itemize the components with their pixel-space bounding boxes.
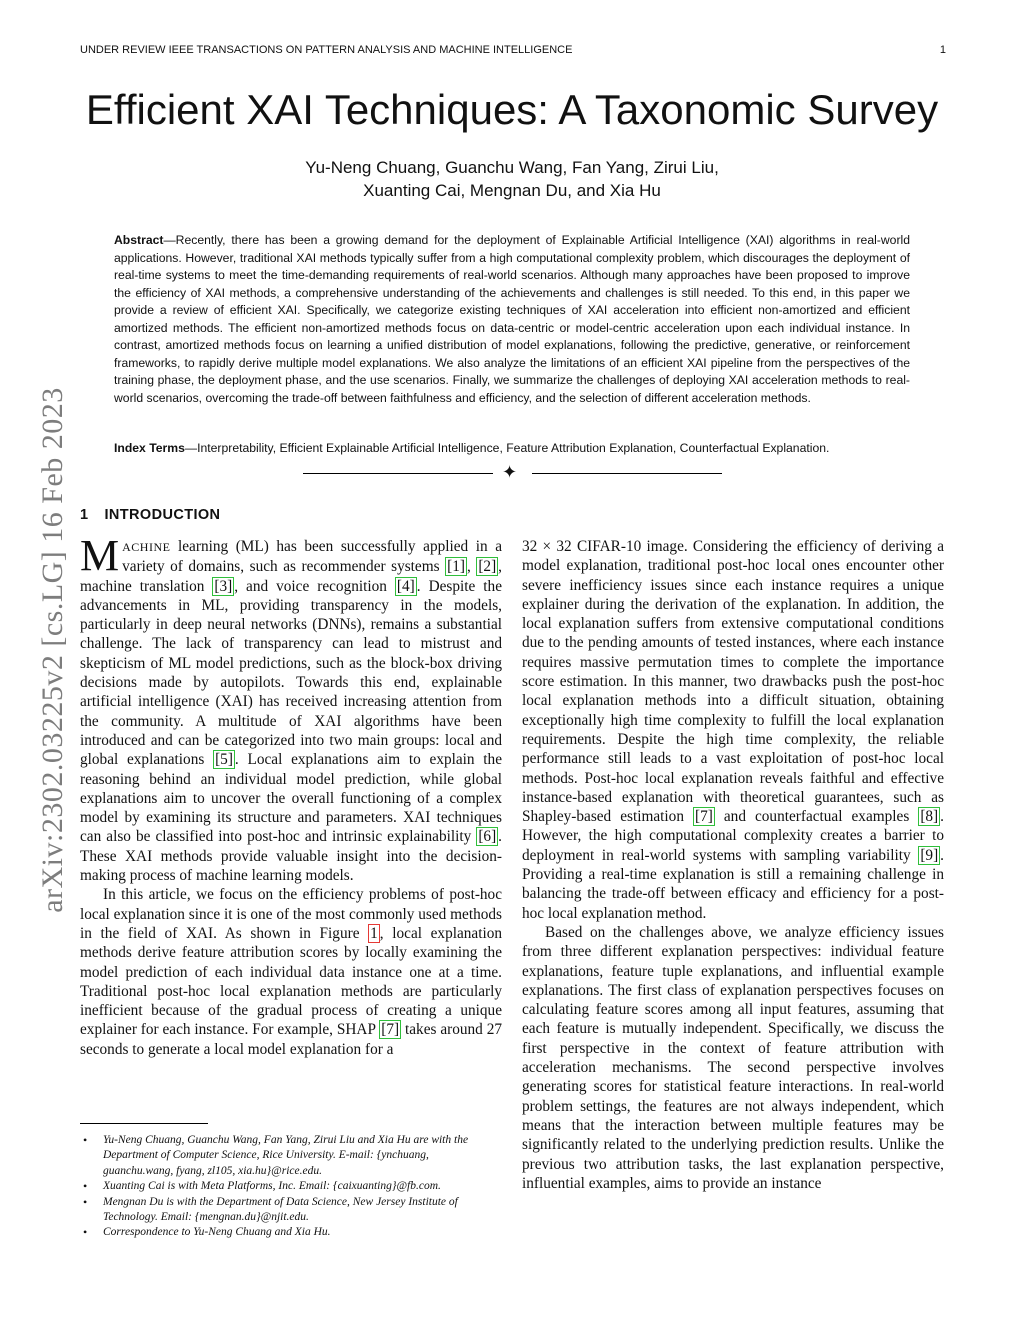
body-text: . Local explanations aim to explain the reasoning behind an individual model prediction, while global explanations aim to uncover the overall functioning of a complex model by examining its structure and parameters. XAI techniques can also be classified into post-hoc and intrinsic explainability (80, 751, 502, 846)
paragraph (80, 531, 502, 885)
index-terms (114, 440, 914, 458)
body-text: and counterfactual examples (714, 808, 919, 826)
body-text: , and voice recognition (234, 577, 395, 595)
body-text: . Providing a real-time explanation is still a remaining challenge in balancing the trade-off between efficacy and efficiency for a post-hoc local explanation method. (522, 846, 944, 922)
separator-ornament: ✦ (502, 462, 518, 482)
footnote-item: • Xuanting Cai is with Meta Platforms, Inc. Email: {caixuanting}@fb.com. (80, 1179, 502, 1194)
figure-link[interactable]: 1 (370, 924, 378, 942)
citation-link[interactable]: [8] (920, 808, 939, 826)
body-text: , machine translation (80, 558, 502, 595)
footnote-rule (80, 1123, 208, 1124)
footnote-item: • Correspondence to Yu-Neng Chuang and Xia Hu. (80, 1225, 502, 1240)
body-text: , local explanation methods derive feature attribution scores by locally examining the model prediction of each individual data instance one at a time. Traditional post-hoc local explanation methods are particularly inefficient because of the gradual process of creating a unique explainer for each instance. For example, SHAP (80, 924, 503, 1039)
body-text: takes around 27 seconds to generate a local model explanation for a (80, 1021, 502, 1058)
abstract-text: —Recently, there has been a growing demand for the deployment of Explainable Artificial Intelligence (XAI) algorithms in real-world applications. However, traditional XAI methods typically suffer from a high computational complexity problem, which discourages the deployment of real-time systems to meet the time-demanding requirements of real-world scenarios. Although many approaches have been proposed to improve the efficiency of XAI methods, a comprehensive understanding of the achievements and challenges is still needed. To this end, in this paper we provide a review of efficient XAI. Specifically, we categorize existing techniques of XAI acceleration into efficient non-amortized and efficient amortized methods. The efficient non-amortized methods focus on data-centric or model-centric acceleration upon each individual instance. In contrast, amortized methods focus on learning a unified distribution of model explanations, following the predictive, generative, or reinforcement frameworks, to rapidly derive multiple model explanations. We also analyze the limitations of an efficient XAI pipeline from the perspectives of the training phase, the deployment phase, and the use scenarios. Finally, we summarize the challenges of deploying XAI acceleration methods to real-world scenarios, overcoming the trade-off between faithfulness and efficiency, and the selection of different acceleration methods. (114, 233, 910, 405)
body-column-right (522, 537, 944, 1193)
citation-link[interactable]: [1] (447, 558, 465, 576)
section-title: INTRODUCTION (104, 507, 221, 523)
citation-link[interactable]: [6] (478, 828, 497, 846)
body-text: . However, the high computational complexity creates a barrier to deployment in real-world systems with sampling variability (522, 808, 944, 864)
page-number: 1 (939, 44, 946, 56)
drop-cap: M (80, 531, 120, 580)
author-line-1: Yu-Neng Chuang, Guanchu Wang, Fan Yang, Zirui Liu, (305, 158, 719, 177)
body-text: , (466, 558, 477, 576)
footnotes (80, 1133, 502, 1241)
body-text: In this article, we focus on the efficiency problems of post-hoc local explanation since it is one of the most commonly used methods in the field of XAI. As shown in Figure (80, 886, 502, 942)
body-column-left (80, 531, 503, 1059)
body-text: . Despite the advancements in ML, providing transparency in the models, particularly in deep neural networks (DNNs), remains a substantial challenge. The lack of transparency can lead to mistrust and skepticism of ML model predictions, such as the block-box driving decisions made by autopilots. Towards this end, explainable artificial intelligence (XAI) has received increasing attention from the community. A multitude of XAI algorithms have been introduced and can be categorized into two main groups: local and global explanations (80, 577, 502, 769)
abstract-label: Abstract (114, 233, 164, 247)
author-list (0, 156, 1024, 202)
paragraph (80, 885, 502, 1059)
citation-link[interactable]: [4] (396, 577, 415, 595)
author-line-2: Xuanting Cai, Mengnan Du, and Xia Hu (363, 181, 661, 200)
citation-link[interactable]: [9] (920, 846, 939, 864)
journal-header: UNDER REVIEW IEEE TRANSACTIONS ON PATTERN ANALYSIS AND MACHINE INTELLIGENCE (80, 44, 573, 56)
citation-link[interactable]: [7] (695, 808, 713, 826)
abstract (114, 232, 910, 407)
separator-rule-right (532, 473, 722, 474)
paragraph (522, 923, 944, 1193)
body-text: 32 × 32 CIFAR-10 image. Considering the efficiency of deriving a model explanation, traditional post-hoc local ones encounter other severe inefficiency issues since each instance requires a unique explainer during the derivation of the explanation. In addition, the local explanation suffers from extensive computational conditions due to the pending amounts of tested instances, where each instance requires massive permutation times to complete the importance score estimation. In this manner, two drawbacks push the post-hoc local explanation methods into a difficult situation, obtaining exceptionally high time complexity to fulfill the local explanation requirements. Despite the high time complexity, the reliable performance still leads to a vast exploitation of post-hoc local methods. Post-hoc local explanation reveals faithful and effective instance-based explanation with theoretical guarantees, such as Shapley-based estimation (522, 538, 944, 826)
index-terms-label: Index Terms (114, 441, 185, 455)
footnote-item: • Yu-Neng Chuang, Guanchu Wang, Fan Yang, Zirui Liu and Xia Hu are with the Department of Computer Science, Rice University. E-mail: {ynchuang, guanchu.wang, fyang, zl105, xia.hu}@rice.edu. (80, 1133, 502, 1179)
body-text: learning (ML) has been successfully applied in a variety of domains, such as recommender systems (122, 538, 502, 576)
section-heading (80, 507, 220, 523)
footnote-item: • Mengnan Du is with the Department of Data Science, New Jersey Institute of Technology. Email: {mengnan.du}@njit.edu. (80, 1195, 502, 1226)
body-text: . These XAI methods provide valuable insight into the decision-making process of machine learning models. (80, 828, 502, 885)
citation-link[interactable]: [7] (381, 1021, 400, 1039)
section-number: 1 (80, 507, 89, 523)
index-terms-text: —Interpretability, Efficient Explainable Artificial Intelligence, Feature Attribution Explanation, Counterfactual Explanation. (184, 441, 830, 455)
citation-link[interactable]: [2] (478, 558, 497, 576)
body-text: Based on the challenges above, we analyze efficiency issues from three different explanation perspectives: individual feature explanations, feature tuple explanations, and influential example explanations. The first class of explanation perspectives focuses on calculating feature scores among all input features, assuming that each feature is mutually independent. Specifically, we discuss the first perspective in the context of feature attribution with acceleration mechanisms. The second perspective involves generating scores for statistical feature interactions. In real-world problem settings, the features are not always independent, which means that the interaction between multiple features may be significantly related to the underlying prediction results. Unlike the previous two attribution tasks, the last explanation perspective, influential examples, aims to provide an instance (522, 923, 944, 1192)
small-caps-lead: ACHINE (122, 540, 171, 554)
citation-link[interactable]: [3] (214, 577, 233, 595)
separator-rule-left (303, 473, 493, 474)
running-header (80, 44, 946, 56)
paper-title: Efficient XAI Techniques: A Taxonomic Survey (85, 86, 939, 133)
arxiv-identifier-stamp: arXiv:2302.03225v2 [cs.LG] 16 Feb 2023 (36, 387, 69, 913)
citation-link[interactable]: [5] (215, 751, 233, 769)
paragraph (522, 537, 944, 923)
